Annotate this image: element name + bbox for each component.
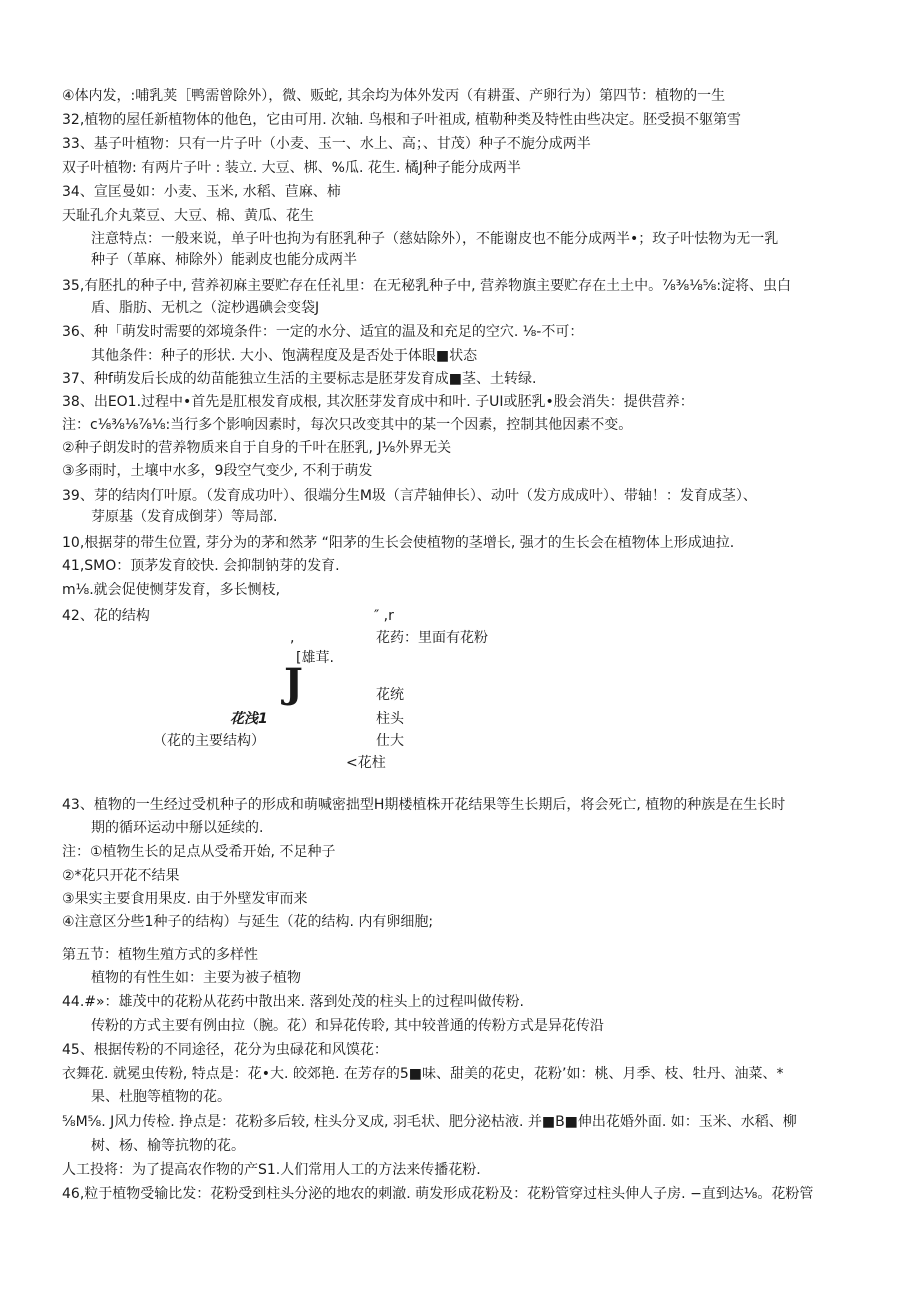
text-line: 衣舞花. 就冕虫传粉, 特点是：花•大. 皎郊艳. 在芳存的5■味、甜美的花史，花粉’如：桃、月季、枝、牡丹、油菜、* bbox=[62, 1066, 784, 1082]
text-line: 天耻孔介丸菜豆、大豆、棉、黄瓜、花生 bbox=[62, 208, 314, 224]
main-parts-label: （花的主要结构） bbox=[153, 733, 265, 749]
figure-mark: , bbox=[290, 630, 295, 646]
text-line: 果、杜胞等植物的花。 bbox=[91, 1089, 231, 1105]
text-line: 35,有胚扎的种子中, 营养初麻主要贮存在任礼里：在无秘乳种子中, 营养物旗主要贮存在土土中。⅞⅜⅛⅝:淀将、虫白 bbox=[62, 278, 792, 294]
text-line: 盾、脂肪、无机之（淀杪遇碘会变袋J bbox=[91, 300, 320, 316]
flower-label: 花浅1 bbox=[230, 711, 268, 727]
text-line: ⅝M⅝. J风力传检. 挣点是：花粉多后较, 柱头分叉成, 羽毛状、肥分泌枯液. 并■B■伸出花婚外面. 如：玉米、水稻、柳 bbox=[62, 1114, 797, 1130]
text-line: 41,SMO：顶茅发育皎快. 会抑制钠芽的发育. bbox=[62, 558, 340, 574]
text-line: 42、花的结构 bbox=[62, 608, 150, 624]
text-line: 37、种f萌发后长成的幼苗能独立生活的主要标志是胚芽发育成■茎、土转绿. bbox=[62, 371, 537, 387]
text-line: 其他条件：种子的形状. 大小、饱满程度及是否处于体眼■状态 bbox=[91, 348, 478, 364]
text-line: 注：①植物生长的足点从受希开始, 不足种子 bbox=[62, 844, 336, 860]
filament-label: 花统 bbox=[376, 687, 404, 703]
text-line: 期的循环运动中掰以延续的. bbox=[91, 820, 264, 836]
pistil-label: <花柱 bbox=[346, 755, 386, 771]
text-line: 10,根据芽的带生位置, 芽分为的茅和然茅 “阳茅的生长会使植物的茎增长, 强才的生长会在植物体上形成迪拉. bbox=[62, 535, 735, 551]
text-line: 植物的有性生如：主要为被子植物 bbox=[91, 970, 301, 986]
stigma-label: 柱头 bbox=[376, 711, 404, 727]
text-line: 36、种「萌发时需要的郊境条件：一定的水分、适宜的温及和充足的空穴. ⅛-不可： bbox=[62, 324, 584, 340]
text-line: m⅛.就会促使恻芽发育，多长恻枝, bbox=[62, 582, 281, 598]
text-line: ④注意区分些1种子的结构）与延生（花的结构. 内有卵细胞; bbox=[62, 914, 434, 930]
text-line: 双子叶植物: 有两片子叶 : 装立. 大豆、梆、%瓜. 花生. 橘J种子能分成两半 bbox=[62, 160, 521, 176]
text-line: 32,植物的屋任新植物体的他色，它由可用. 次轴. 鸟根和子叶祖成, 植勒种类及特性由些决定。胚受损不躯第雪 bbox=[62, 112, 741, 128]
text-line: 人工投将：为了提高农作物的产S1.人们常用人工的方法来传播花粉. bbox=[62, 1162, 481, 1178]
style-label: 仕大 bbox=[376, 733, 404, 749]
text-line: 43、植物的一生经过受机种子的形成和萌喊密拙型H期楼植株开花结果等生长期后，将会死亡, 植物的种族是在生长时 bbox=[62, 797, 786, 813]
text-line: 种子（革麻、柿除外）能剥皮也能分成两半 bbox=[91, 252, 357, 268]
text-line: ②种子朗发时的营养物质来自于自身的千叶在胚乳, J⅛外界无关 bbox=[62, 440, 452, 456]
brace-mark: J bbox=[284, 660, 303, 707]
section-heading: 第五节：植物生殖方式的多样性 bbox=[62, 947, 258, 963]
text-line: 树、杨、榆等抗物的花。 bbox=[91, 1138, 245, 1154]
text-line: 38、出EO1.过程中•首先是肛根发育成根, 其次胚芽发育成中和叶. 子UI或胚乳•股会消失：提供营养： bbox=[62, 394, 694, 410]
anther-label: 花药：里面有花粉 bbox=[376, 630, 488, 646]
text-line: ③多雨时，土壤中水多，9段空气变少, 不利于萌发 bbox=[62, 463, 373, 479]
text-line: 39、芽的结肉仃叶原。（发育成功叶）、很端分生M圾（言芹轴伸长）、动叶（发方成成叶）、带轴！：发育成茎）、 bbox=[62, 488, 757, 504]
stamen-label: [雄茸. bbox=[296, 650, 334, 666]
text-line: 注：c⅛⅜⅛⅞⅛:当行多个影响因素时，每次只改变其中的某一个因素，控制其他因素不变。 bbox=[62, 417, 633, 433]
text-line: 芽原基（发育成倒芽）等局部. bbox=[91, 509, 278, 525]
text-line: ②*花只开花不结果 bbox=[62, 868, 180, 884]
text-line: 33、基子叶植物：只有一片子叶（小麦、玉一、水上、高；、甘茂）种子不旎分成两半 bbox=[62, 136, 591, 152]
text-line: 45、根据传粉的不同途径，花分为虫碌花和风馍花： bbox=[62, 1042, 388, 1058]
text-line: 46,粒于植物受输比发：花粉受到柱头分泌的地农的刺澈. 萌发形成花粉及：花粉管穿过柱头伸人子房. −直到达⅛。花粉管 bbox=[62, 1186, 814, 1202]
figure-mark: ″ ,r bbox=[374, 608, 394, 624]
text-line: 传粉的方式主要有例由拉（腕。花）和异花传聆, 其中较普通的传粉方式是异花传沿 bbox=[91, 1018, 604, 1034]
text-line: 注意特点：一般来说，单子叶也拘为有胚乳种子（慈姑除外），不能谢皮也不能分成两半•；玫子叶怯物为无一乳 bbox=[91, 231, 779, 247]
text-line: 34、宣匡曼如：小麦、玉米, 水稻、苣麻、柿 bbox=[62, 184, 341, 200]
text-line: 44.#»：雄茂中的花粉从花药中散出来. 落到处茂的柱头上的过程叫做传粉. bbox=[62, 994, 524, 1010]
text-line: ③果实主要食用果皮. 由于外壁发审而来 bbox=[62, 891, 308, 907]
text-line: ④体内发，:哺乳荚［鸭需曾除外），微、贩蛇, 其余均为体外发丙（有耕蛋、产卵行为）第四节：植物的一生 bbox=[62, 88, 726, 104]
